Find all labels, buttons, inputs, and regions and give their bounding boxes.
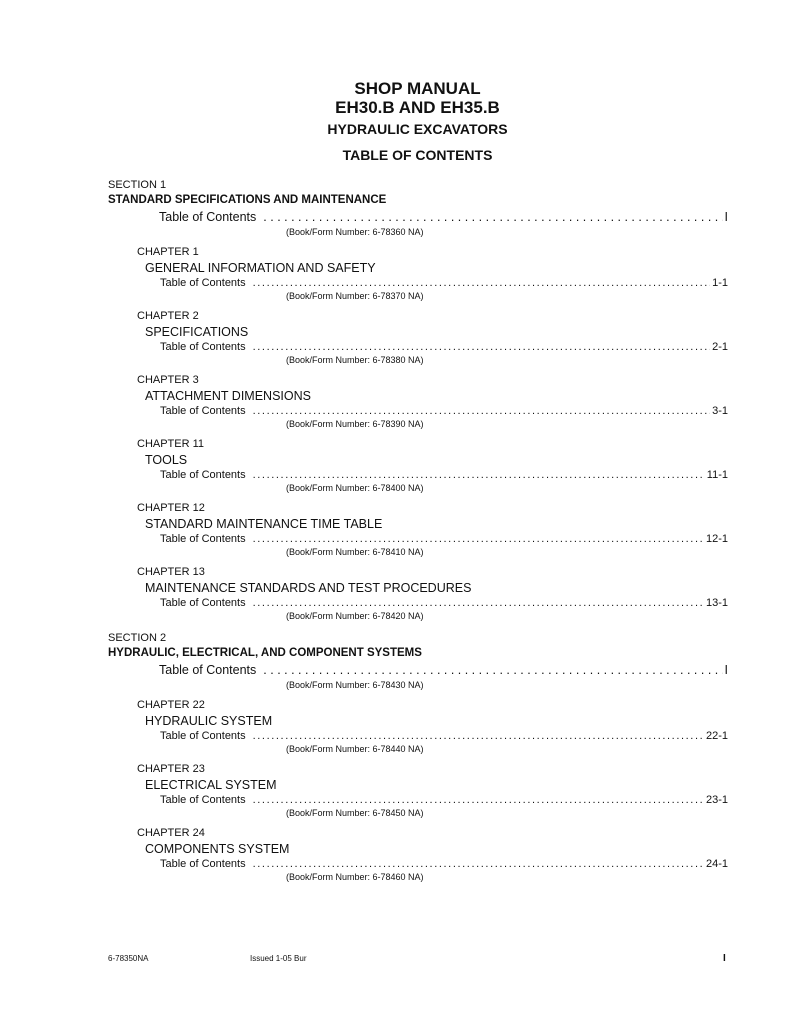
toc-chapter	[108, 501, 728, 558]
toc-page-number: 11-1	[706, 469, 728, 481]
toc-chapter	[108, 245, 728, 302]
toc-page-number: 23-1	[705, 794, 728, 806]
toc-page-number: I	[724, 663, 728, 677]
chapter-label: CHAPTER 2	[137, 310, 199, 322]
table-of-contents	[108, 178, 728, 883]
toc-entry-label: Table of Contents	[160, 858, 246, 870]
dot-leader	[253, 532, 704, 546]
toc-chapter	[108, 437, 728, 494]
contents-heading: TABLE OF CONTENTS	[342, 147, 493, 163]
book-form-number: (Book/Form Number: 6-78380 NA)	[286, 355, 424, 365]
chapter-label: CHAPTER 23	[137, 763, 205, 775]
book-form-number: (Book/Form Number: 6-78360 NA)	[286, 227, 424, 237]
toc-section	[108, 631, 728, 883]
chapter-title: HYDRAULIC SYSTEM	[145, 714, 273, 728]
section-title: HYDRAULIC, ELECTRICAL, AND COMPONENT SYSTEMS	[108, 647, 422, 659]
book-form-number: (Book/Form Number: 6-78410 NA)	[286, 547, 424, 557]
toc-page-number: I	[724, 210, 728, 224]
chapter-title: COMPONENTS SYSTEM	[145, 842, 290, 856]
toc-page-number: 2-1	[712, 341, 728, 353]
toc-section	[108, 178, 728, 622]
dot-leader	[253, 340, 710, 354]
toc-entry-label: Table of Contents	[160, 597, 246, 609]
dot-leader	[253, 729, 704, 743]
chapter-title: STANDARD MAINTENANCE TIME TABLE	[145, 517, 383, 531]
chapter-label: CHAPTER 13	[137, 566, 205, 578]
book-form-number: (Book/Form Number: 6-78460 NA)	[286, 872, 424, 882]
chapter-toc-entry[interactable]	[108, 340, 728, 354]
toc-chapter	[108, 826, 728, 883]
toc-chapter	[108, 762, 728, 819]
footer-form-number: 6-78350NA	[108, 954, 149, 963]
book-form-number: (Book/Form Number: 6-78370 NA)	[286, 291, 424, 301]
toc-entry-label: Table of Contents	[160, 405, 246, 417]
book-form-number: (Book/Form Number: 6-78400 NA)	[286, 483, 424, 493]
chapter-label: CHAPTER 24	[137, 827, 205, 839]
toc-entry-label: Table of Contents	[160, 794, 246, 806]
section-label: SECTION 1	[108, 179, 167, 191]
toc-page-number: 12-1	[705, 533, 728, 545]
dot-leader	[253, 404, 710, 418]
chapter-toc-entry[interactable]	[108, 729, 728, 743]
book-form-number: (Book/Form Number: 6-78420 NA)	[286, 611, 424, 621]
chapter-label: CHAPTER 3	[137, 374, 199, 386]
toc-page-number: 3-1	[712, 405, 728, 417]
section-title: STANDARD SPECIFICATIONS AND MAINTENANCE	[108, 194, 387, 206]
document-subtitle: HYDRAULIC EXCAVATORS	[327, 121, 508, 137]
toc-chapter	[108, 373, 728, 430]
footer-page-number: I	[723, 953, 726, 964]
book-form-number: (Book/Form Number: 6-78390 NA)	[286, 419, 424, 429]
chapter-title: GENERAL INFORMATION AND SAFETY	[145, 261, 376, 275]
toc-chapter	[108, 309, 728, 366]
chapter-title: MAINTENANCE STANDARDS AND TEST PROCEDURES	[145, 581, 472, 595]
toc-page-number: 22-1	[705, 730, 728, 742]
dot-leader	[253, 857, 704, 871]
chapter-toc-entry[interactable]	[108, 596, 728, 610]
chapter-title: ATTACHMENT DIMENSIONS	[145, 389, 311, 403]
chapter-title: TOOLS	[145, 453, 188, 467]
chapter-toc-entry[interactable]	[108, 793, 728, 807]
toc-entry-label: Table of Contents	[159, 210, 257, 224]
toc-chapter	[108, 698, 728, 755]
toc-chapter	[108, 565, 728, 622]
dot-leader	[263, 209, 722, 226]
chapter-toc-entry[interactable]	[108, 404, 728, 418]
chapter-title: ELECTRICAL SYSTEM	[145, 778, 277, 792]
dot-leader	[253, 596, 704, 610]
dot-leader	[263, 662, 722, 679]
chapter-label: CHAPTER 1	[137, 246, 199, 258]
section-toc-entry[interactable]	[108, 662, 728, 679]
toc-page-number: 24-1	[705, 858, 728, 870]
chapter-label: CHAPTER 22	[137, 699, 205, 711]
section-label: SECTION 2	[108, 632, 167, 644]
chapter-title: SPECIFICATIONS	[145, 325, 249, 339]
dot-leader	[253, 276, 710, 290]
toc-entry-label: Table of Contents	[160, 469, 246, 481]
chapter-toc-entry[interactable]	[108, 532, 728, 546]
model-names: EH30.B AND EH35.B	[335, 98, 500, 117]
toc-entry-label: Table of Contents	[159, 663, 257, 677]
dot-leader	[253, 793, 704, 807]
chapter-label: CHAPTER 12	[137, 502, 205, 514]
document-header	[0, 80, 791, 162]
footer-issue-info: Issued 1-05 Bur	[250, 954, 307, 963]
toc-entry-label: Table of Contents	[160, 277, 246, 289]
chapter-label: CHAPTER 11	[137, 438, 205, 450]
book-form-number: (Book/Form Number: 6-78450 NA)	[286, 808, 424, 818]
chapter-toc-entry[interactable]	[108, 276, 728, 290]
chapter-toc-entry[interactable]	[108, 468, 728, 482]
section-toc-entry[interactable]	[108, 209, 728, 226]
chapter-toc-entry[interactable]	[108, 857, 728, 871]
book-form-number: (Book/Form Number: 6-78430 NA)	[286, 680, 424, 690]
toc-page-number: 13-1	[705, 597, 728, 609]
toc-entry-label: Table of Contents	[160, 533, 246, 545]
toc-page-number: 1-1	[712, 277, 728, 289]
document-title: SHOP MANUAL	[354, 79, 481, 98]
book-form-number: (Book/Form Number: 6-78440 NA)	[286, 744, 424, 754]
dot-leader	[253, 468, 705, 482]
toc-entry-label: Table of Contents	[160, 341, 246, 353]
toc-entry-label: Table of Contents	[160, 730, 246, 742]
